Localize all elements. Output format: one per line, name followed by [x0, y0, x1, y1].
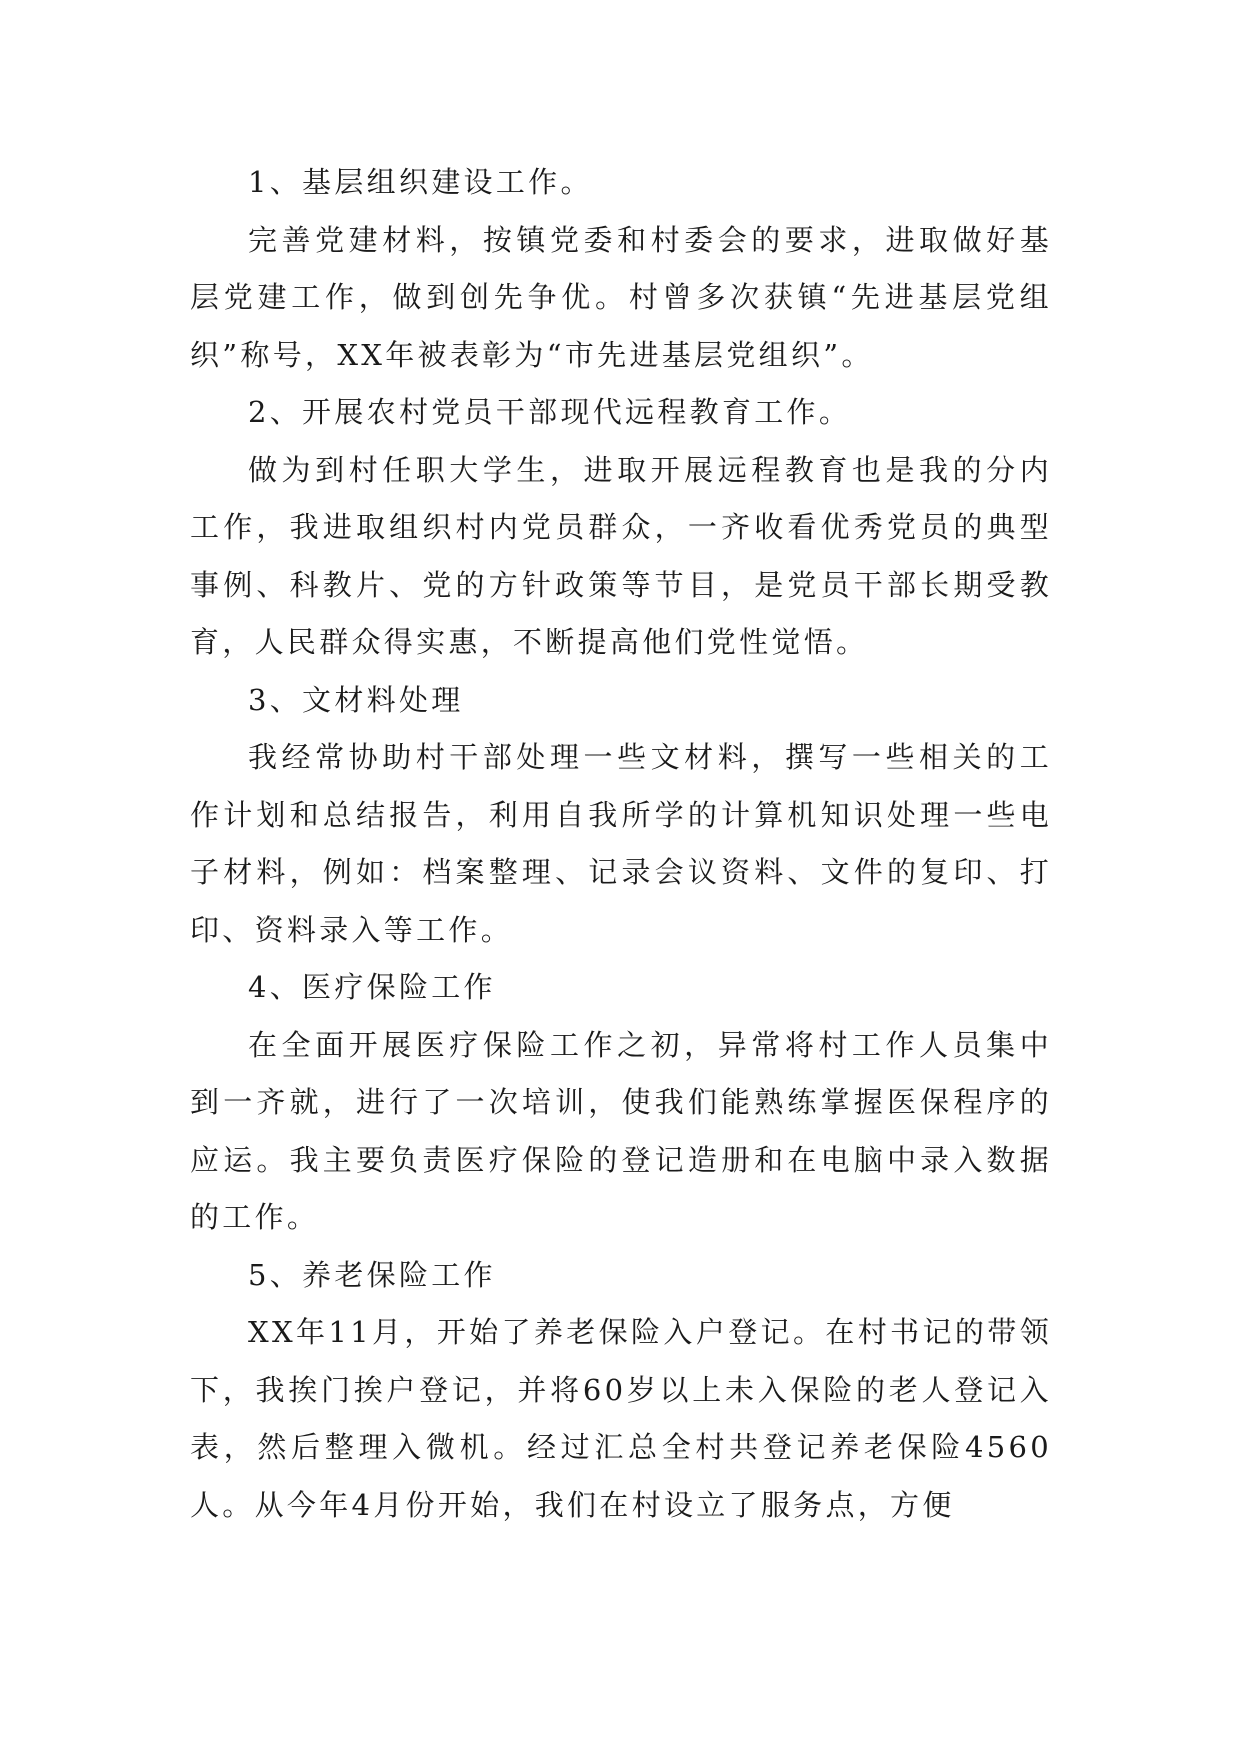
heading-medical-insurance: 4、医疗保险工作: [248, 970, 496, 1004]
paragraph-pension-insurance: XX年11月，开始了养老保险入户登记。在村书记的带领下，我挨门挨户登记，并将60岁以上未入保险的老人登记入表，然后整理入微机。经过汇总全村共登记养老保险4560人。从今年4月份开始，我们在村设立了服务点，方便: [190, 1315, 1052, 1522]
heading-document-processing: 3、文材料处理: [248, 682, 464, 717]
document-body: [190, 154, 1052, 1534]
heading-grassroots-organization: 1、基层组织建设工作。: [248, 165, 593, 199]
heading-pension-insurance: 5、养老保险工作: [248, 1257, 496, 1292]
paragraph-remote-education: 做为到村任职大学生，进取开展远程教育也是我的分内工作，我进取组织村内党员群众，一齐收看优秀党员的典型事例、科教片、党的方针政策等节目，是党员干部长期受教育，人民群众得实惠，不断提高他们党性觉悟。: [190, 452, 1052, 659]
heading-remote-education: 2、开展农村党员干部现代远程教育工作。: [248, 395, 852, 429]
paragraph-party-building: 完善党建材料，按镇党委和村委会的要求，进取做好基层党建工作，做到创先争优。村曾多次获镇“先进基层党组织”称号，XX年被表彰为“市先进基层党组织”。: [190, 222, 1052, 372]
paragraph-medical-insurance: 在全面开展医疗保险工作之初，异常将村工作人员集中到一齐就，进行了一次培训，使我们能熟练掌握医保程序的应运。我主要负责医疗保险的登记造册和在电脑中录入数据的工作。: [190, 1027, 1052, 1234]
paragraph-document-processing: 我经常协助村干部处理一些文材料，撰写一些相关的工作计划和总结报告，利用自我所学的计算机知识处理一些电子材料，例如：档案整理、记录会议资料、文件的复印、打印、资料录入等工作。: [190, 740, 1052, 947]
